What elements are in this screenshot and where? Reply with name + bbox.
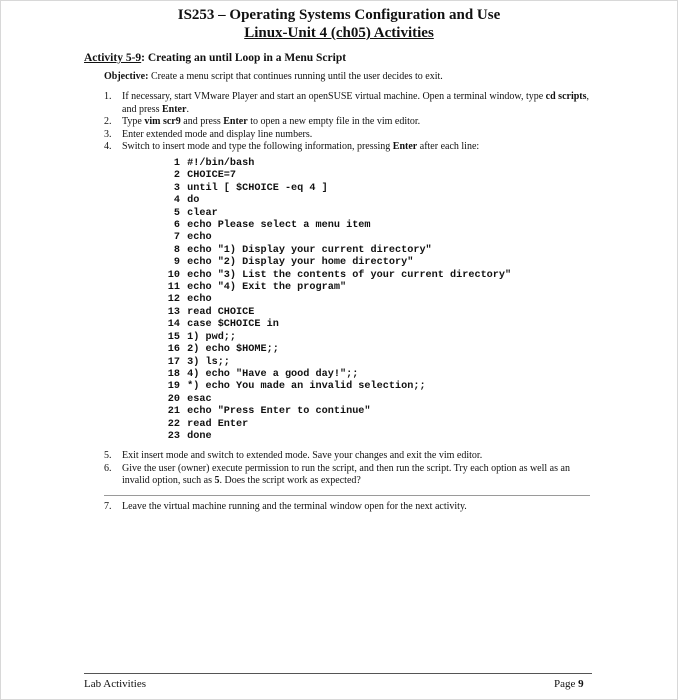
line-number: 8 bbox=[173, 244, 180, 256]
line-number: 13 bbox=[167, 306, 180, 318]
step-number: 3. bbox=[104, 128, 112, 140]
code-line bbox=[162, 294, 511, 306]
activity-heading bbox=[84, 52, 346, 64]
code-text: 3) ls;; bbox=[187, 356, 230, 368]
line-number: 15 bbox=[167, 331, 180, 343]
code-text: #!/bin/bash bbox=[187, 158, 255, 169]
step-item bbox=[104, 91, 592, 116]
code-text: 1) pwd;; bbox=[187, 331, 237, 343]
activity-code: Activity 5-9 bbox=[84, 52, 142, 64]
line-number: 17 bbox=[167, 356, 180, 368]
code-text: read CHOICE bbox=[187, 306, 255, 318]
code-line bbox=[162, 332, 511, 344]
step-item bbox=[104, 141, 592, 154]
code-text: 2) echo $HOME;; bbox=[187, 344, 279, 356]
line-number: 23 bbox=[167, 430, 180, 442]
step-number: 2. bbox=[104, 116, 112, 127]
title-course: IS253 – Operating Systems Configuration and Use bbox=[177, 7, 501, 23]
steps-list-after-code bbox=[104, 450, 592, 488]
step-number: 7. bbox=[104, 501, 112, 512]
step-emphasis: vim scr9 bbox=[144, 116, 181, 127]
code-line bbox=[162, 170, 511, 182]
code-text: echo "3) List the contents of your current directory" bbox=[187, 269, 512, 281]
step-text: Type bbox=[122, 116, 145, 127]
steps-list-before-code bbox=[104, 91, 592, 154]
step-text: and press bbox=[180, 116, 224, 127]
objective bbox=[104, 71, 443, 82]
code-line bbox=[162, 319, 511, 331]
step-emphasis: Enter bbox=[162, 103, 187, 115]
code-line bbox=[162, 220, 511, 232]
code-line bbox=[162, 369, 511, 381]
line-number: 6 bbox=[173, 220, 180, 232]
code-line bbox=[162, 419, 511, 431]
line-number: 4 bbox=[173, 195, 180, 207]
code-line bbox=[162, 282, 511, 294]
line-number: 21 bbox=[167, 406, 180, 418]
activity-title: : Creating an until Loop in a Menu Script bbox=[141, 52, 347, 64]
code-text: echo "Press Enter to continue" bbox=[187, 406, 371, 418]
step-number: 6. bbox=[104, 462, 112, 474]
code-text: echo Please select a menu item bbox=[187, 220, 371, 232]
code-text: done bbox=[187, 430, 212, 442]
step-text: , and press bbox=[122, 91, 590, 115]
code-line bbox=[162, 307, 511, 319]
step-item bbox=[104, 129, 592, 142]
code-text: echo "4) Exit the program" bbox=[187, 282, 347, 294]
code-text: CHOICE=7 bbox=[187, 170, 237, 182]
line-number: 14 bbox=[167, 319, 180, 331]
code-text: read Enter bbox=[187, 418, 249, 430]
page-number: 9 bbox=[578, 678, 584, 690]
script-code-block bbox=[162, 158, 511, 443]
step-emphasis: cd scripts bbox=[545, 91, 587, 102]
step-text: . Does the script work as expected? bbox=[219, 475, 361, 486]
line-number: 9 bbox=[173, 257, 180, 269]
step-text: Switch to insert mode and type the following information, pressing bbox=[122, 141, 393, 152]
step-text: to open a new empty file in the vim editor. bbox=[247, 116, 421, 127]
code-line bbox=[162, 344, 511, 356]
line-number: 19 bbox=[167, 381, 180, 393]
code-line bbox=[162, 232, 511, 244]
line-number: 2 bbox=[173, 170, 180, 182]
section-divider bbox=[104, 495, 590, 496]
line-number: 1 bbox=[173, 158, 180, 169]
line-number: 3 bbox=[173, 182, 180, 194]
code-line bbox=[162, 394, 511, 406]
step-item bbox=[104, 116, 592, 129]
code-text: case $CHOICE in bbox=[187, 319, 279, 331]
steps-list-final bbox=[104, 501, 592, 514]
code-line bbox=[162, 245, 511, 257]
objective-label: Objective: bbox=[104, 71, 149, 82]
code-text: clear bbox=[187, 207, 218, 219]
code-line bbox=[162, 431, 511, 443]
code-text: 4) echo "Have a good day!";; bbox=[187, 368, 359, 380]
step-text: If necessary, start VMware Player and start an openSUSE virtual machine. Open a terminal window, type bbox=[122, 91, 546, 102]
code-text: echo bbox=[187, 232, 212, 244]
footer-divider bbox=[84, 673, 592, 674]
step-text: Enter extended mode and display line numbers. bbox=[122, 128, 313, 140]
code-text: esac bbox=[187, 393, 212, 405]
line-number: 12 bbox=[167, 294, 180, 306]
code-line bbox=[162, 195, 511, 207]
code-text: do bbox=[187, 195, 200, 207]
step-text: Exit insert mode and switch to extended mode. Save your changes and exit the vim editor. bbox=[122, 450, 483, 461]
code-line bbox=[162, 270, 511, 282]
step-number: 1. bbox=[104, 91, 112, 102]
title-unit: Linux-Unit 4 (ch05) Activities bbox=[244, 25, 434, 41]
line-number: 16 bbox=[167, 344, 180, 356]
line-number: 10 bbox=[167, 269, 180, 281]
step-text: Give the user (owner) execute permission to run the script, and then run the script. Try each option as well as an invalid option, such as bbox=[122, 462, 570, 486]
code-text: *) echo You made an invalid selection;; bbox=[187, 381, 426, 393]
code-line bbox=[162, 257, 511, 269]
step-emphasis: 5 bbox=[214, 475, 220, 486]
step-item bbox=[104, 501, 592, 514]
code-line bbox=[162, 183, 511, 195]
code-text: echo bbox=[187, 294, 212, 306]
line-number: 22 bbox=[167, 418, 180, 430]
step-number: 4. bbox=[104, 141, 112, 152]
step-emphasis: Enter bbox=[223, 116, 248, 127]
line-number: 7 bbox=[173, 232, 180, 244]
code-line bbox=[162, 381, 511, 393]
step-text: Leave the virtual machine running and the terminal window open for the next activity. bbox=[122, 501, 467, 512]
objective-text: Create a menu script that continues running until the user decides to exit. bbox=[148, 71, 443, 82]
code-text: until [ $CHOICE -eq 4 ] bbox=[187, 182, 328, 194]
document-title bbox=[0, 6, 678, 42]
step-item bbox=[104, 450, 592, 463]
code-line bbox=[162, 208, 511, 220]
step-emphasis: Enter bbox=[392, 141, 418, 152]
line-number: 11 bbox=[167, 282, 180, 294]
code-line bbox=[162, 357, 511, 369]
line-number: 5 bbox=[173, 207, 180, 219]
code-line bbox=[162, 406, 511, 418]
footer-section-name: Lab Activities bbox=[84, 678, 147, 690]
step-item bbox=[104, 463, 592, 488]
line-number: 20 bbox=[167, 393, 180, 405]
line-number: 18 bbox=[167, 368, 180, 380]
footer-page-number bbox=[554, 678, 584, 690]
code-line bbox=[162, 158, 511, 170]
page-label: Page bbox=[554, 678, 579, 690]
code-text: echo "2) Display your home directory" bbox=[187, 257, 414, 269]
step-text: . bbox=[186, 103, 189, 115]
code-text: echo "1) Display your current directory" bbox=[187, 244, 432, 256]
step-text: after each line: bbox=[417, 141, 480, 152]
step-number: 5. bbox=[104, 450, 112, 461]
